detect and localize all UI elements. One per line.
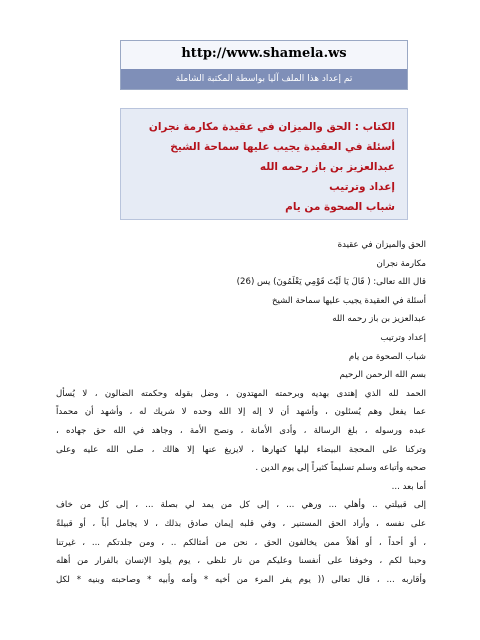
book-info-box — [120, 108, 408, 220]
body-line: عبدالعزيز بن باز رحمه الله — [332, 314, 426, 325]
body-line: على نفسه ، وأراد الحق المستنير ، وفي قلبه إيمان صادق بذلك ، لا يجامل أباً ، أو قبيلةً — [56, 518, 426, 529]
body-line: مكارمة نجران — [376, 258, 426, 269]
body-line: شباب الصحوة من يام — [348, 351, 426, 362]
body-line: صحبه وأتباعه وسلم تسليماً كثيراً إلى يوم الدين . — [255, 463, 426, 474]
header-box — [120, 40, 408, 90]
body-line: وتركنا على المحجة البيضاء ليلها كنهارها ، لايزيغ عنها إلا هالك ، صلى الله عليه وعلى — [56, 444, 426, 455]
body-line: أما بعد ... — [391, 481, 426, 492]
body-line: أسئلة في العقيدة يجيب عليها سماحة الشيخ — [271, 295, 426, 306]
site-url[interactable]: http://www.shamela.ws — [121, 41, 407, 69]
body-line: إعداد وترتيب — [380, 332, 426, 343]
book-subtitle: أسئلة في العقيدة يجيب عليها سماحة الشيخ — [170, 141, 395, 153]
body-line: الحق والميزان في عقيدة — [337, 240, 426, 250]
header-subtitle: تم إعداد هذا الملف آليا بواسطة المكتبة الشاملة — [121, 69, 407, 89]
body-line: إلى قبيلتي .. وأهلي ... ورهي ... ، إلى كل من يمد لي بصلة ... ، إلى كل من خاف — [56, 500, 426, 511]
body-line: عبده ورسوله ، بلغ الرسالة ، وأدى الأمانة ، ونصح الأمة ، وجاهد في الله حق جهاده ، — [56, 425, 426, 436]
document-body — [56, 236, 426, 589]
book-title: الكتاب : الحق والميزان في عقيدة مكارمة نجران — [148, 121, 395, 133]
book-prepared-label: إعداد وترتيب — [329, 181, 395, 193]
book-preparer: شباب الصحوة من يام — [285, 201, 395, 213]
body-line: ، أو أحداً ، أو أهلاً ممن يخالفون الحق ، نحن من أمثالكم .. ، ومن جلدتكم ... ، غيرتنا — [56, 537, 426, 548]
body-line: قال الله تعالى: ( قَالَ يَا لَيْتَ قَوْمِي يَعْلَمُونَ) يس (26) — [236, 277, 426, 288]
body-line: عما يفعل وهم يُسئلون ، وأشهد أن لا إله إلا الله وحده لا شريك له ، وأشهد أن محمداً — [56, 407, 426, 418]
body-line: وأقاربه ... ، قال تعالى (( يوم يفر المرء من أخيه * وأمه وأبيه * وصاحبته وبنيه * لكل — [56, 574, 426, 585]
body-line: بسم الله الرحمن الرحيم — [339, 370, 426, 381]
book-author: عبدالعزيز بن باز رحمه الله — [259, 161, 395, 173]
body-line: الحمد لله الذي إهتدى بهديه وبرحمته المهتدون ، وضل بقوله وحكمته الضالون ، لا يُسأل — [56, 388, 426, 399]
body-line: وحبنا لكم ، وخوفنا على أنفسنا وعليكم من نار تلظى ، يوم يلوذ الإنسان بالفرار من أهله — [56, 556, 426, 567]
